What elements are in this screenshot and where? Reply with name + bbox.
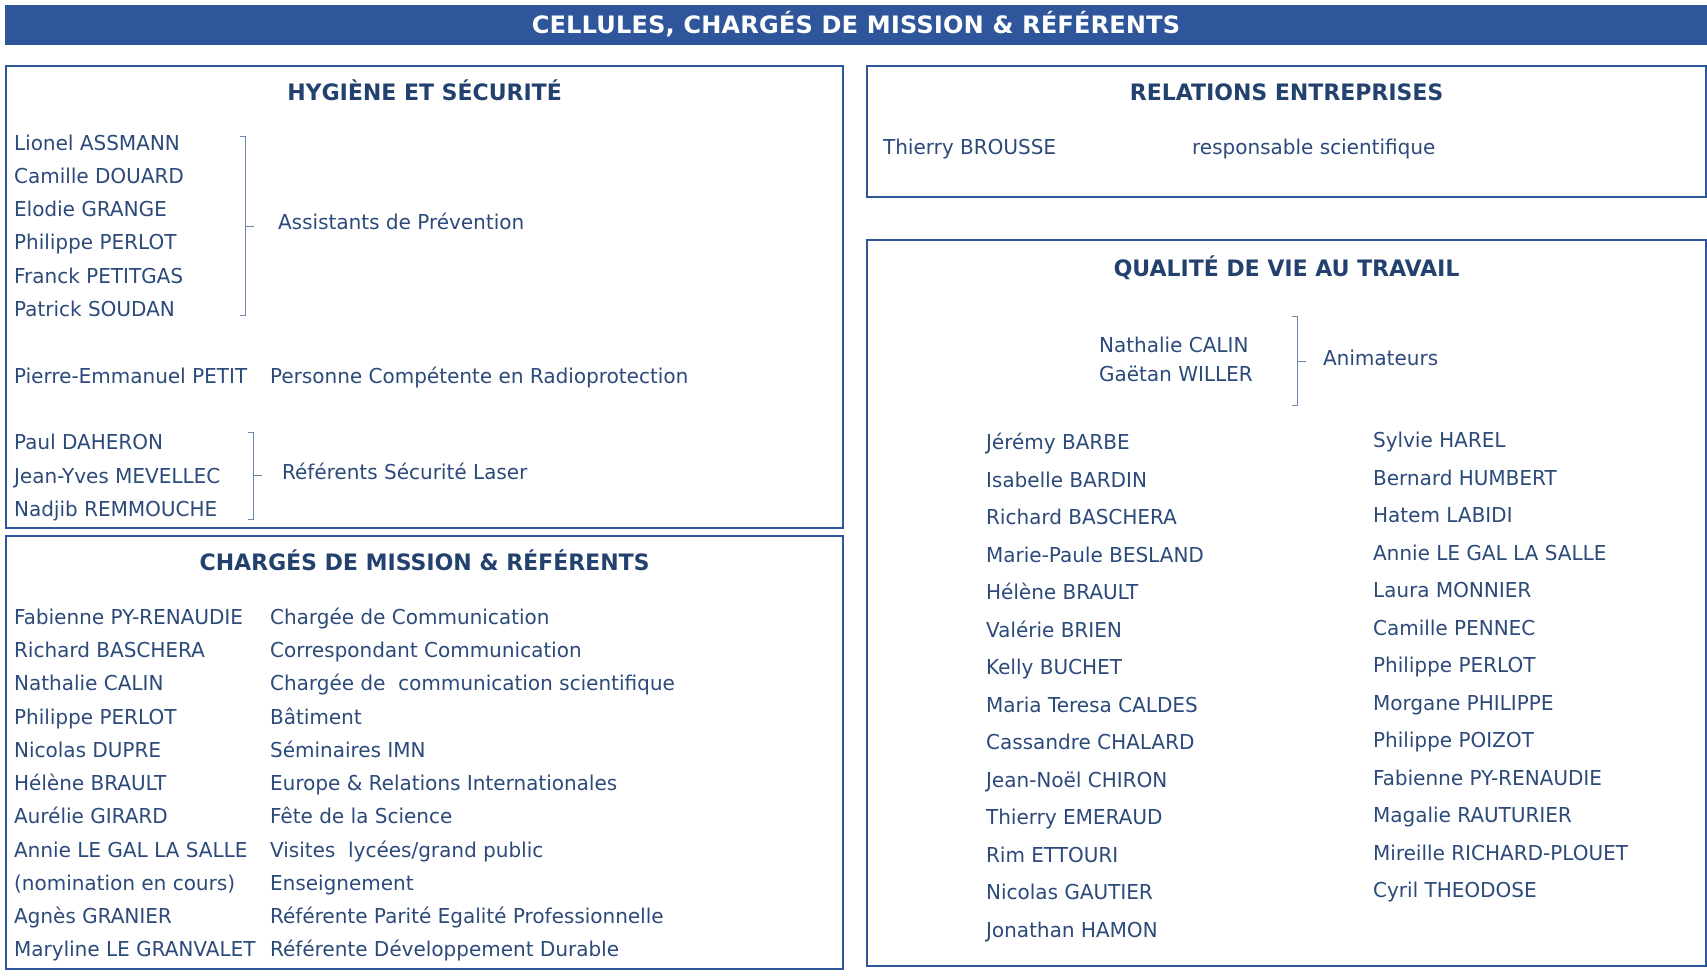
qvt-member: Philippe PERLOT — [1373, 653, 1536, 677]
animateurs-bracket-tick — [1298, 361, 1306, 362]
qvt-member: Isabelle BARDIN — [986, 468, 1147, 492]
charge-name: Fabienne PY-RENAUDIE — [14, 605, 243, 629]
page-banner: CELLULES, CHARGÉS DE MISSION & RÉFÉRENTS — [5, 5, 1707, 45]
charge-role: Visites lycées/grand public — [270, 838, 544, 862]
qvt-member: Kelly BUCHET — [986, 655, 1122, 679]
qualite-vie-travail-box — [866, 239, 1707, 967]
charge-role: Séminaires IMN — [270, 738, 426, 762]
qvt-member: Valérie BRIEN — [986, 618, 1122, 642]
qvt-member: Sylvie HAREL — [1373, 428, 1506, 452]
qvt-title: QUALITÉ DE VIE AU TRAVAIL — [1113, 257, 1460, 282]
charge-role: Europe & Relations Internationales — [270, 771, 618, 795]
radioprotection-name: Pierre-Emmanuel PETIT — [14, 364, 248, 388]
qvt-member: Mireille RICHARD-PLOUET — [1373, 841, 1628, 865]
charges-title: CHARGÉS DE MISSION & RÉFÉRENTS — [199, 551, 650, 576]
charge-role: Chargée de Communication — [270, 605, 550, 629]
qvt-member: Richard BASCHERA — [986, 505, 1177, 529]
assistant-name: Lionel ASSMANN — [14, 131, 180, 155]
charge-name: Philippe PERLOT — [14, 705, 177, 729]
qvt-member: Jonathan HAMON — [986, 918, 1158, 942]
charges-mission-box — [5, 535, 844, 970]
qvt-member: Nicolas GAUTIER — [986, 880, 1153, 904]
animateur-name: Gaëtan WILLER — [1099, 362, 1253, 386]
charge-name: Maryline LE GRANVALET — [14, 937, 256, 961]
relations-title: RELATIONS ENTREPRISES — [1129, 81, 1444, 106]
qvt-member: Annie LE GAL LA SALLE — [1373, 541, 1607, 565]
laser-role: Référents Sécurité Laser — [282, 460, 528, 484]
assistant-name: Philippe PERLOT — [14, 230, 177, 254]
relations-role: responsable scientifique — [1192, 135, 1436, 159]
qvt-member: Hatem LABIDI — [1373, 503, 1513, 527]
charge-name: Annie LE GAL LA SALLE — [14, 838, 248, 862]
assistant-name: Elodie GRANGE — [14, 197, 167, 221]
hygiene-securite-box — [5, 65, 844, 529]
charge-role: Enseignement — [270, 871, 414, 895]
animateur-name: Nathalie CALIN — [1099, 333, 1249, 357]
qvt-member: Magalie RAUTURIER — [1373, 803, 1572, 827]
qvt-member: Philippe POIZOT — [1373, 728, 1534, 752]
qvt-member: Fabienne PY-RENAUDIE — [1373, 766, 1602, 790]
qvt-member: Camille PENNEC — [1373, 616, 1536, 640]
animateurs-role: Animateurs — [1323, 346, 1439, 370]
qvt-member: Cyril THEODOSE — [1373, 878, 1537, 902]
charge-name: Richard BASCHERA — [14, 638, 205, 662]
qvt-member: Laura MONNIER — [1373, 578, 1532, 602]
radioprotection-role: Personne Compétente en Radioprotection — [270, 364, 689, 388]
qvt-member: Jérémy BARBE — [986, 430, 1130, 454]
charge-name: Aurélie GIRARD — [14, 804, 168, 828]
qvt-member: Marie-Paule BESLAND — [986, 543, 1204, 567]
charge-role: Chargée de communication scientifique — [270, 671, 675, 695]
charge-role: Correspondant Communication — [270, 638, 582, 662]
qvt-member: Bernard HUMBERT — [1373, 466, 1557, 490]
laser-name: Nadjib REMMOUCHE — [14, 497, 218, 521]
qvt-member: Jean-Noël CHIRON — [986, 768, 1168, 792]
laser-name: Paul DAHERON — [14, 430, 164, 454]
assistant-name: Camille DOUARD — [14, 164, 184, 188]
charge-role: Référente Développement Durable — [270, 937, 620, 961]
charge-role: Référente Parité Egalité Professionnelle — [270, 904, 664, 928]
assistants-role: Assistants de Prévention — [278, 210, 525, 234]
laser-name: Jean-Yves MEVELLEC — [14, 464, 221, 488]
qvt-member: Thierry EMERAUD — [986, 805, 1163, 829]
charge-name: Nathalie CALIN — [14, 671, 164, 695]
charge-role: Bâtiment — [270, 705, 362, 729]
charge-name: (nomination en cours) — [14, 871, 236, 895]
qvt-member: Rim ETTOURI — [986, 843, 1119, 867]
hygiene-title: HYGIÈNE ET SÉCURITÉ — [287, 81, 562, 106]
qvt-member: Cassandre CHALARD — [986, 730, 1195, 754]
qvt-member: Hélène BRAULT — [986, 580, 1139, 604]
laser-bracket — [248, 432, 254, 520]
assistant-name: Franck PETITGAS — [14, 264, 184, 288]
charge-role: Fête de la Science — [270, 804, 453, 828]
qvt-member: Morgane PHILIPPE — [1373, 691, 1554, 715]
relations-entreprises-box — [866, 65, 1707, 198]
assistant-name: Patrick SOUDAN — [14, 297, 175, 321]
charge-name: Agnès GRANIER — [14, 904, 172, 928]
assistants-bracket-tick — [246, 226, 254, 227]
qvt-member: Maria Teresa CALDES — [986, 693, 1198, 717]
relations-name: Thierry BROUSSE — [883, 135, 1057, 159]
charge-name: Nicolas DUPRE — [14, 738, 161, 762]
charge-name: Hélène BRAULT — [14, 771, 167, 795]
laser-bracket-tick — [254, 475, 262, 476]
